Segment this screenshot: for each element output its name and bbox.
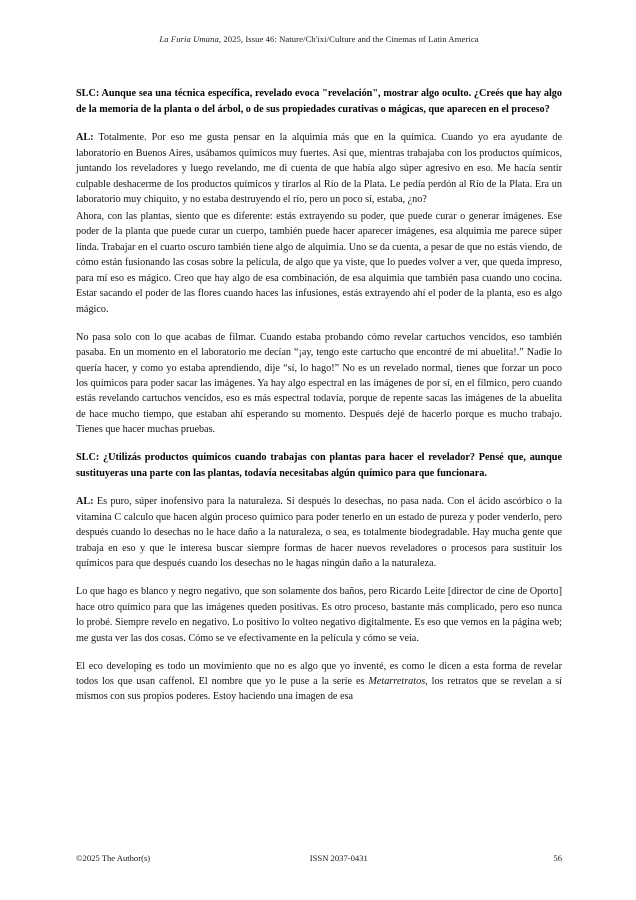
interview-question-1: [76, 86, 562, 117]
question-text-2: ¿Utilizás productos químicos cuando trabajas con plantas para hacer el revelador? Pensé que, aunque sustituyeras una parte con las plantas, todavía necesitabas algún químico para que funcionara.: [76, 452, 562, 479]
running-head: [76, 33, 562, 45]
speaker-label-slc-2: SLC:: [76, 452, 100, 464]
interview-answer-1-para-2: Ahora, con las plantas, siento que es diferente: estás extrayendo su poder, que puede curar o generar imágenes. Ese poder de la planta que puede curar un cuerpo, también puede hacer aparecer imágenes, esa alquimia me parece súper linda. Trabajar en el cuarto oscuro también tiene algo de alquimia. Uno se da cuenta, a pesar de que no estás viendo, de cómo están fusionando las cosas sobre la película, de algo que ya viste, que lo puedes volver a ver, que queda impreso, para mí eso es mágico. Creo que hay algo de esa combinación, de esa alquimia que también pasa cuando uno cocina. Estar sacando el poder de las flores cuando haces las infusiones, estás extrayendo ahí el poder de la planta, eso es algo mágico.: [76, 210, 562, 315]
footer-page-number: 56: [553, 853, 562, 863]
answer-text-1-1: Totalmente. Por eso me gusta pensar en la alquimia más que en la química. Cuando yo era ayudante de laboratorio en Buenos Aires, usábamos químicos muy fuertes. Así que, mientras trabajaba con los productos químicos, juntando los reveladores y luego revelando, me di cuenta de que había algo súper agresivo en eso. Me hacía sentir culpable deshacerme de los productos químicos y tirarlos al Río de la Plata. Le pedía perdón al Río de la Plata. Era un laboratorio muy chiquito, y no estaba destruyendo el río, pero un poco sí, estaba, ¿no?: [76, 132, 562, 205]
speaker-label-al-2: AL:: [76, 496, 94, 508]
question-text-1: Aunque sea una técnica específica, revelado evoca "revelación", mostrar algo oculto. ¿Creés que hay algo de la memoria de la planta o del árbol, o de sus propiedades curativas o mágicas, que aparecen en el proceso?: [76, 88, 562, 115]
answer-text-2-1: Es puro, súper inofensivo para la naturaleza. Si después lo desechas, no pasa nada. Con el ácido ascórbico o la vitamina C calculo que hacen algún proceso químico para poder tenerlo en un estado de pureza y poder venderlo, pero después cuando lo desechas no le hace daño a la naturaleza, o sea, es totalmente biodegradable. Hay mucha gente que trabaja en eso y que le interesa buscar siempre formas de hacer nuevos reveladores o procesos para sustituir los químicos para que después cuando los desechas no le hagas ningún daño a la naturaleza.: [76, 496, 562, 570]
journal-title: La Furia Umana: [159, 34, 219, 44]
article-body: [76, 86, 562, 717]
footer-issn: ISSN 2037-0431: [309, 853, 368, 863]
interview-answer-1-para-3: No pasa solo con lo que acabas de filmar. Cuando estaba probando cómo revelar cartuchos vencidos, eso también pasaba. En un momento en el laboratorio me decían “¡ay, tengo este cartucho que encontré de mi abuelita!.” Nadie lo quería hacer, y como yo estaba aprendiendo, dije “sí, lo hago!” No es un revelado normal, tienes que forzar un poco los químicos para poder sacar las imágenes. Ya hay algo espectral en las imágenes de por sí, en el fílmico, pero cuando estás revelando cartuchos vencidos, eso es más espectral todavía, porque de repente sacas las imágenes de la abuelita de hace mucho tiempo, que estaban ahí esperando su momento. Después dejé de hacerlo porque es mucho trabajo. Tienes que hacer muchas pruebas.: [76, 331, 562, 436]
speaker-label-al-1: AL:: [76, 132, 94, 144]
running-head-details: , 2025, Issue 46: Nature/Ch'ixi/Culture and the Cinemas of Latin America: [218, 34, 479, 44]
interview-answer-2-para-1: [76, 494, 562, 571]
series-title-metarretratos: Metarretratos: [368, 676, 426, 688]
interview-answer-2-para-2: Lo que hago es blanco y negro negativo, que son solamente dos baños, pero Ricardo Leite [director de cine de Oporto] hace otro químico para que las imágenes queden positivas. Es otro proceso, bastante más complicado, pero eso nunca lo probé. Siempre revelo en negativo. Lo positivo lo volteo negativo digitalmente. Es eso que vemos en la página web; me gusta ver las dos cosas. Cómo se ve efectivamente en la película y cómo se veía.: [76, 586, 562, 644]
answer-text-2-3-lead: El eco developing es todo un movimiento que no es algo que yo inventé, es como le dicen a esta forma de revelar todos los que usan caffenol. El nombre que yo le puse a la serie es: [76, 660, 562, 688]
interview-answer-2-para-3: [76, 659, 562, 705]
answer-text-2-3-tail: , los retratos que se revelan a sí mismos con sus propios poderes. Estoy haciendo una imagen de esa: [76, 676, 562, 703]
interview-answer-1-para-1: [76, 130, 562, 207]
page-footer: [76, 852, 562, 864]
speaker-label-slc-1: SLC:: [76, 88, 100, 99]
interview-question-2: [76, 450, 562, 481]
footer-copyright: ©2025 The Author(s): [76, 853, 151, 863]
